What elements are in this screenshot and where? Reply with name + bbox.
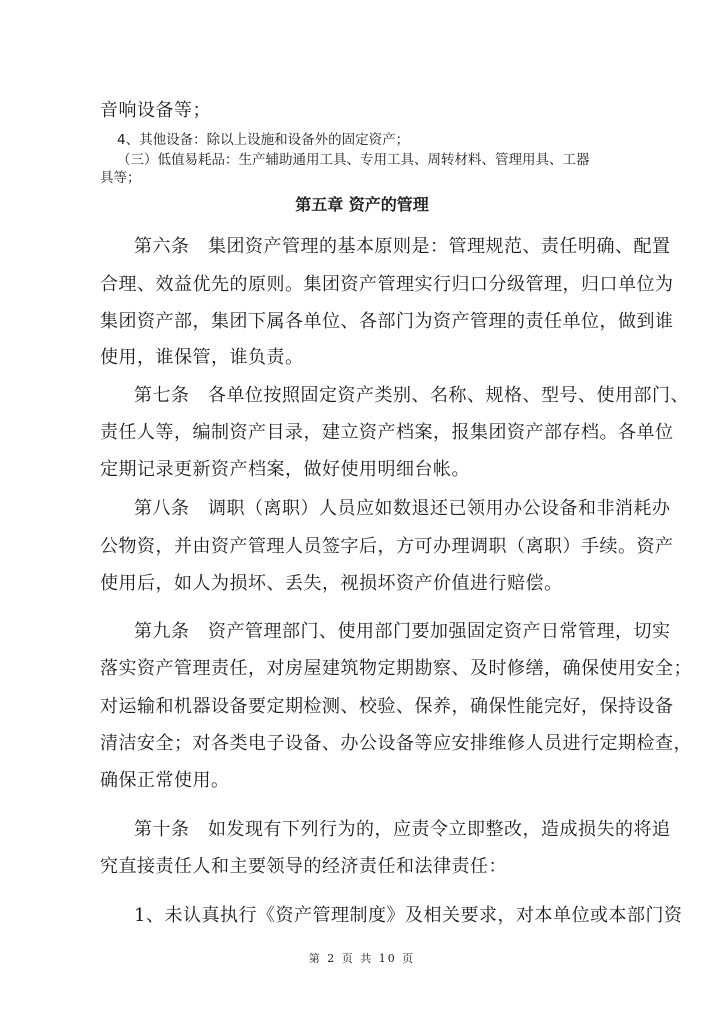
chapter-heading: 第五章 资产的管理 [295,195,429,214]
article-7-line: 责任人等，编制资产目录，建立资产档案，报集团资产部存档。各单位 [100,422,674,443]
item-line: 1、未认真执行《资产管理制度》及相关要求，对本单位或本部门资 [134,905,683,926]
paragraph-line: （三）低值易耗品：生产辅助通用工具、专用工具、周转材料、管理用具、工器 [117,152,590,168]
article-9-line: 落实资产管理责任，对房屋建筑物定期勘察、及时修缮，确保使用安全； [100,658,692,679]
article-7-line: 第七条 各单位按照固定资产类别、名称、规格、型号、使用部门、 [134,385,689,406]
article-10-line: 第十条 如发现有下列行为的，应责令立即整改，造成损失的将追 [134,819,671,840]
article-8-line: 第八条 调职（离职）人员应如数退还已领用办公设备和非消耗办 [134,498,671,519]
article-6-line: 合理、效益优先的原则。集团资产管理实行归口分级管理，归口单位为 [100,274,674,295]
page-footer: 第 2 页 共 10 页 [308,952,416,965]
paragraph-line: 具等； [100,170,141,186]
article-6-line: 第六条 集团资产管理的基本原则是：管理规范、责任明确、配置 [134,236,671,257]
article-6-line: 使用，谁保管，谁负责。 [100,347,304,368]
article-8-line: 使用后，如人为损坏、丢失，视损坏资产价值进行赔偿。 [100,573,563,594]
paragraph-line: 4、其他设备：除以上设施和设备外的固定资产； [117,132,410,148]
article-9-line: 确保正常使用。 [100,770,230,791]
paragraph-line: 音响设备等； [100,100,211,121]
article-8-line: 公物资，并由资产管理人员签字后，方可办理调职（离职）手续。资产 [100,536,674,557]
article-7-line: 定期记录更新资产档案，做好使用明细台帐。 [100,459,470,480]
article-9-line: 第九条 资产管理部门、使用部门要加强固定资产日常管理，切实 [134,621,671,642]
article-9-line: 对运输和机器设备要定期检测、校验、保养，确保性能完好，保持设备 [100,696,674,717]
article-10-line: 究直接责任人和主要领导的经济责任和法律责任： [100,856,507,877]
article-9-line: 清洁安全；对各类电子设备、办公设备等应安排维修人员进行定期检查， [100,733,692,754]
article-6-line: 集团资产部，集团下属各单位、各部门为资产管理的责任单位，做到谁 [100,311,674,332]
